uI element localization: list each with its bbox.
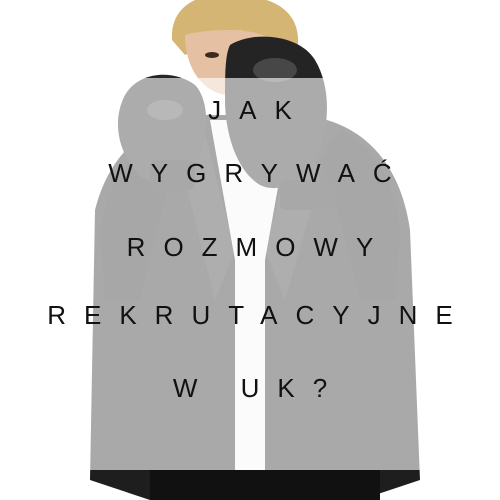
headline-line-2: WYGRYWAĆ <box>108 158 410 188</box>
headline-line-4: REKRUTACYJNE <box>47 300 471 330</box>
headline-line-5: W UK? <box>172 373 346 403</box>
headline-line-1: JAK <box>208 95 310 125</box>
headline-line-3: ROZMOWY <box>126 232 392 262</box>
